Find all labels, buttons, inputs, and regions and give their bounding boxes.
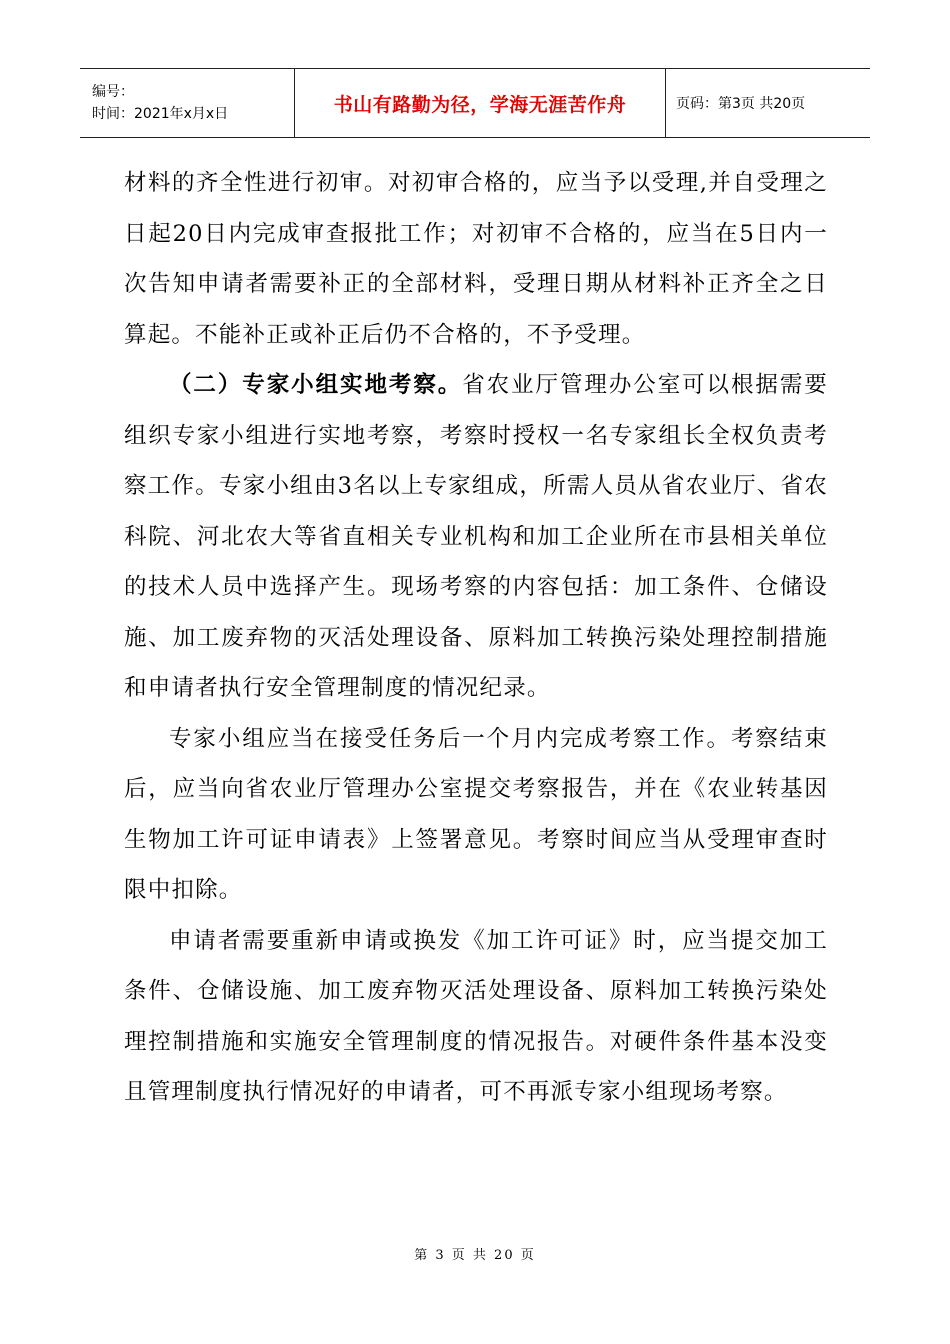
paragraph-renewal: 申请者需要重新申请或换发《加工许可证》时，应当提交加工条件、仓储设施、加工废弃物灭活处理设备、原料加工转换污染处理控制措施和实施安全管理制度的情况报告。对硬件条件基本没变且管理制度执行情况好的申请者，可不再派专家小组现场考察。 (124, 927, 828, 1105)
header-page-info: 页码：第3页 共20页 (676, 96, 806, 112)
paragraph-review: 材料的齐全性进行初审。对初审合格的，应当予以受理,并自受理之日起20日内完成审查报批工作；对初审不合格的，应当在5日内一次告知申请者需要补正的全部材料，受理日期从材料补正齐全之日算起。不能补正或补正后仍不合格的，不予受理。 (124, 170, 828, 348)
header-meta (80, 69, 295, 137)
section-heading: （二）专家小组实地考察。 (169, 372, 463, 398)
paragraph-inspection-report: 专家小组应当在接受任务后一个月内完成考察工作。考察结束后，应当向省农业厅管理办公室提交考察报告，并在《农业转基因生物加工许可证申请表》上签署意见。考察时间应当从受理审查时限中扣除。 (124, 725, 828, 903)
document-date: 时间：2021年x月x日 (92, 106, 229, 122)
paragraph-expert-inspection (124, 360, 828, 714)
document-number-label: 编号： (92, 84, 134, 100)
header-motto: 书山有路勤为径，学海无涯苦作舟 (295, 69, 666, 137)
document-body (124, 158, 828, 1118)
paragraph-expert-inspection-text: 省农业厅管理办公室可以根据需要组织专家小组进行实地考察，考察时授权一名专家组长全权负责考察工作。专家小组由3名以上专家组成，所需人员从省农业厅、省农科院、河北农大等省直相关专业机构和加工企业所在市县相关单位的技术人员中选择产生。现场考察的内容包括：加工条件、仓储设施、加工废弃物的灭活处理设备、原料加工转换污染处理控制措施和申请者执行安全管理制度的情况纪录。 (124, 372, 828, 701)
page-footer: 第 3 页 共 20 页 (414, 1248, 536, 1263)
page-header (80, 68, 870, 138)
